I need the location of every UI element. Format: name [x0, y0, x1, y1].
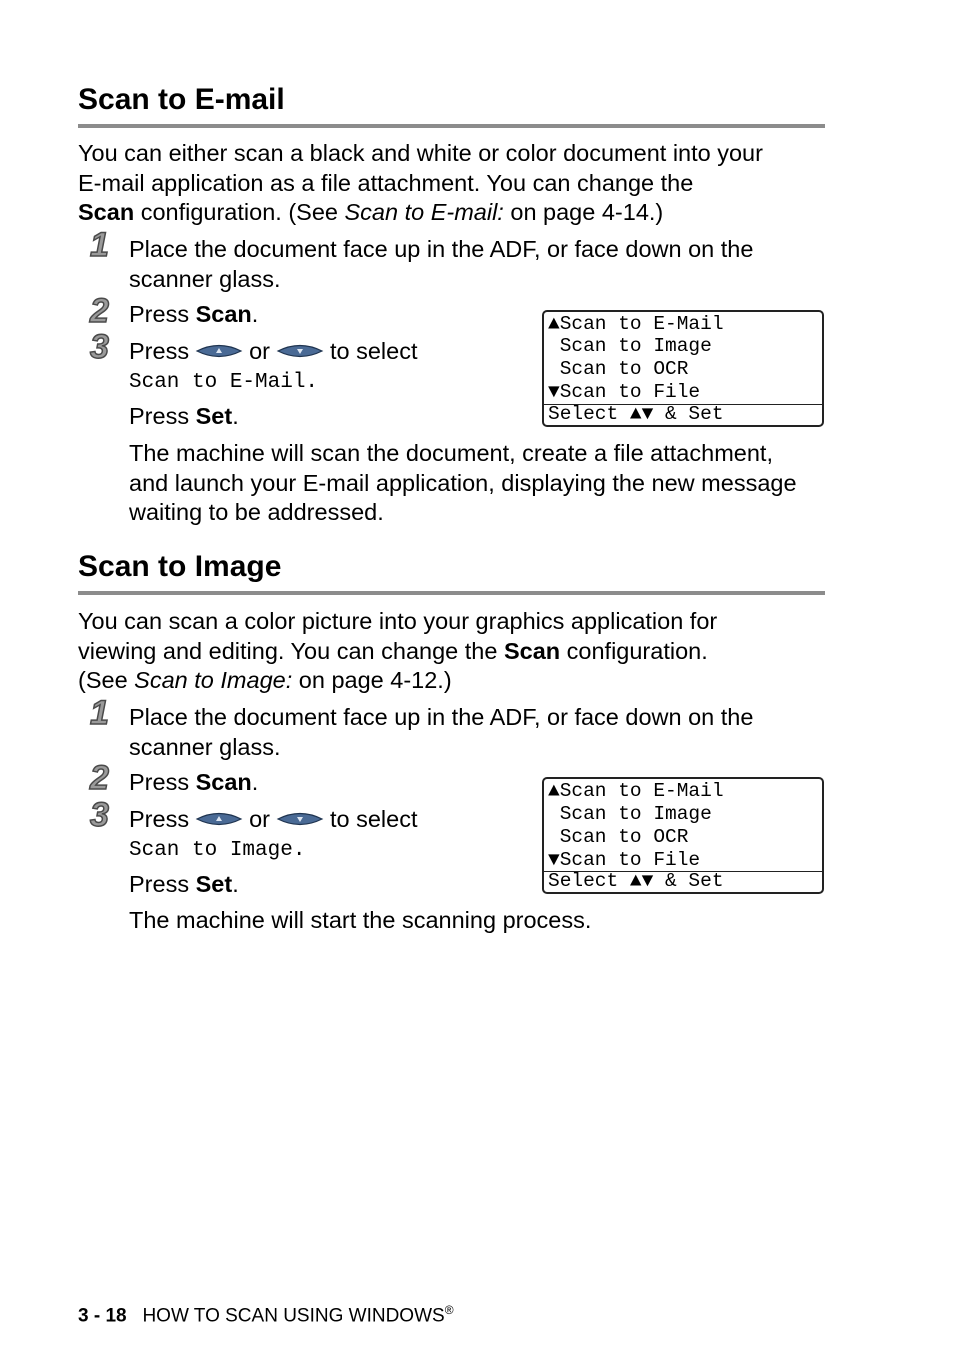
step-number: 3	[90, 796, 109, 834]
cross-reference: Scan to E-mail:	[344, 199, 504, 225]
intro-text: (See	[78, 667, 135, 693]
intro-text: on page 4-14.)	[503, 199, 664, 225]
set-key-label: Set	[195, 403, 233, 429]
section-title-scan-to-image: Scan to Image	[78, 550, 282, 583]
step-text: to select	[329, 806, 418, 832]
step-1-text	[129, 703, 753, 762]
result-line: and launch your E-mail application, displaying the new message	[129, 469, 797, 496]
intro-text: configuration. (See	[134, 199, 345, 225]
step-text: Press	[129, 769, 196, 795]
step-3-text	[129, 805, 418, 836]
step-text: .	[251, 301, 259, 327]
step-3-text	[129, 337, 418, 368]
chapter-title: HOW TO SCAN USING WINDOWS	[142, 1305, 445, 1327]
lcd-line: Scan to OCR	[548, 358, 689, 380]
step-text: .	[251, 769, 259, 795]
step-text: to select	[329, 338, 418, 364]
registered-mark: ®	[444, 1303, 454, 1317]
menu-option-text: Scan to Image.	[129, 839, 306, 862]
lcd-display	[542, 777, 824, 894]
step-text: or	[249, 338, 270, 364]
result-line: The machine will scan the document, create a file attachment,	[129, 440, 773, 466]
step-line: Place the document face up in the ADF, or face down on the	[129, 704, 754, 730]
scan-keyword: Scan	[503, 637, 561, 664]
result-paragraph	[129, 439, 797, 528]
down-arrow-button-icon	[276, 806, 324, 836]
step-text: .	[232, 403, 239, 429]
cross-reference: Scan to Image:	[134, 667, 293, 693]
step-line: scanner glass.	[129, 265, 281, 292]
lcd-line: Scan to Image	[548, 335, 712, 357]
intro-line	[78, 198, 828, 228]
scan-keyword: Scan	[78, 199, 135, 225]
result-paragraph	[129, 906, 591, 936]
step-number: 1	[90, 694, 109, 732]
step-number: 2	[90, 759, 109, 797]
page-number: 3 - 18	[78, 1305, 127, 1327]
intro-paragraph	[78, 139, 828, 228]
step-number: 1	[90, 226, 109, 264]
step-line: Place the document face up in the ADF, or face down on the	[129, 236, 754, 262]
step-number: 2	[90, 292, 109, 330]
intro-paragraph	[78, 607, 828, 696]
intro-line	[78, 666, 828, 696]
step-number: 3	[90, 328, 109, 366]
lcd-display	[542, 310, 824, 427]
lcd-line: ▲Scan to E-Mail	[548, 780, 724, 802]
scan-key-label: Scan	[195, 769, 252, 795]
intro-line: You can either scan a black and white or color document into your	[78, 140, 763, 166]
intro-text: configuration.	[560, 637, 708, 664]
intro-line: E-mail application as a file attachment. You can change the	[78, 169, 694, 196]
step-line: scanner glass.	[129, 733, 281, 760]
step-2-text	[129, 300, 258, 330]
step-text: Press	[129, 301, 196, 327]
section-rule	[78, 591, 825, 595]
step-text: Press	[129, 338, 190, 364]
step-text: Press	[129, 871, 196, 897]
up-arrow-button-icon	[195, 338, 243, 368]
set-key-label: Set	[195, 871, 233, 897]
step-2-text	[129, 768, 258, 798]
lcd-line: ▼Scan to File	[548, 849, 701, 871]
lcd-line: Scan to OCR	[548, 826, 689, 848]
intro-line: You can scan a color picture into your graphics application for	[78, 608, 718, 634]
press-set-text	[129, 870, 239, 900]
intro-text: viewing and editing. You can change the	[78, 637, 504, 664]
press-set-text	[129, 402, 239, 432]
lcd-line: ▲Scan to E-Mail	[548, 313, 724, 335]
step-text: or	[249, 806, 270, 832]
lcd-status-bar: Select ▲▼ & Set	[544, 871, 822, 892]
result-line: The machine will start the scanning process.	[129, 907, 592, 933]
intro-line	[78, 637, 828, 667]
page-footer	[78, 1298, 454, 1328]
result-line: waiting to be addressed.	[129, 499, 384, 525]
section-rule	[78, 124, 825, 128]
scan-key-label: Scan	[195, 301, 252, 327]
down-arrow-button-icon	[276, 338, 324, 368]
intro-text: on page 4-12.)	[292, 667, 452, 693]
lcd-line: Scan to Image	[548, 803, 712, 825]
step-1-text	[129, 235, 753, 294]
step-text: Press	[129, 806, 190, 832]
step-text: .	[232, 871, 239, 897]
step-text: Press	[129, 403, 196, 429]
section-title-scan-to-email: Scan to E-mail	[78, 83, 285, 116]
lcd-status-bar: Select ▲▼ & Set	[544, 404, 822, 425]
up-arrow-button-icon	[195, 806, 243, 836]
lcd-line: ▼Scan to File	[548, 381, 701, 403]
menu-option-text: Scan to E-Mail.	[129, 371, 319, 394]
